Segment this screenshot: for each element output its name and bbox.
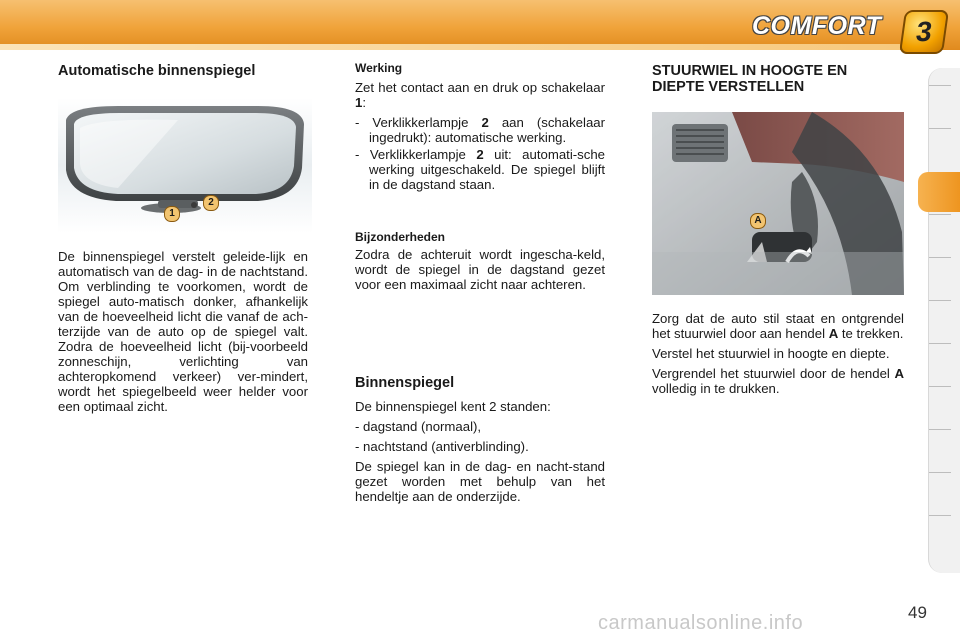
tab-divider	[929, 85, 951, 86]
lever-marker-a: A	[750, 213, 766, 229]
steering-column-image	[652, 112, 904, 295]
rear-view-mirror-image	[58, 98, 312, 233]
chapter-number-badge: 3	[899, 10, 949, 54]
tab-divider	[929, 343, 951, 344]
tab-divider	[929, 429, 951, 430]
middle-column-top	[355, 61, 605, 194]
left-column	[58, 63, 310, 79]
tab-divider	[929, 128, 951, 129]
middle-column-binnenspiegel	[355, 375, 605, 509]
active-chapter-tab[interactable]	[918, 172, 960, 212]
adjust-instruction: Verstel het stuurwiel in hoogte en diepte.	[652, 346, 890, 361]
tab-divider	[929, 515, 951, 516]
binnenspiegel-intro: De binnenspiegel kent 2 standen:	[355, 399, 551, 414]
mirror-description: De binnenspiegel verstelt geleide-lijk en automatisch van de dag- in de nachtstand. Om verblinding te voorkomen, wordt de spiegel auto-matisch donker, afhankelijk van de hoeveelheid licht die vanaf de ach-terzijde van de auto op de spiegel valt. Zodra de hoeveelheid licht (bij-voorbeeld zonneschijn, verlichting van achteropkomend verkeer) ver-mindert, wordt het spiegelbeeld weer helder voor een optimaal zicht.	[58, 249, 308, 414]
right-body	[652, 311, 904, 401]
tab-divider	[929, 214, 951, 215]
stand-day: - dagstand (normaal),	[355, 419, 482, 434]
right-column-heading	[652, 63, 902, 95]
tab-divider	[929, 300, 951, 301]
middle-column-bijzonderheden	[355, 230, 605, 297]
chapter-title: COMFORT	[752, 12, 882, 40]
tab-divider	[929, 257, 951, 258]
werking-item-off: - Verklikkerlampje 2 uit: automati-sche werking uitgeschakeld. De spiegel blijft in de dagstand staan.	[355, 147, 606, 192]
binnenspiegel-heading: Binnenspiegel	[355, 375, 455, 391]
chapter-tabs	[928, 68, 960, 573]
bijzonderheden-heading: Bijzonderheden	[355, 230, 446, 244]
binnenspiegel-text: De spiegel kan in de dag- en nacht-stand gezet worden met behulp van het hendeltje aan de onderzijde.	[355, 459, 605, 504]
bijzonderheden-text: Zodra de achteruit wordt ingescha-keld, wordt de spiegel in de dagstand gezet voor een maximaal zicht naar achteren.	[355, 247, 605, 292]
watermark: carmanualsonline.info	[598, 612, 804, 634]
werking-heading: Werking	[355, 61, 403, 75]
werking-intro: Zet het contact aan en druk op schakelaar 1:	[355, 80, 605, 110]
section-heading-mirror: Automatische binnenspiegel	[58, 63, 256, 79]
unlock-instruction: Zorg dat de auto stil staat en ontgrendel het stuurwiel door aan hendel A te trekken.	[652, 311, 904, 341]
steering-wheel-heading: STUURWIEL IN HOOGTE EN DIEPTE VERSTELLEN	[652, 63, 848, 95]
lock-instruction: Vergrendel het stuurwiel door de hendel A volledig in te drukken.	[652, 366, 904, 396]
mirror-indicator-marker-2: 2	[203, 195, 219, 211]
page-number: 49	[908, 603, 927, 622]
tab-divider	[929, 472, 951, 473]
tab-divider	[929, 386, 951, 387]
mirror-switch-marker-1: 1	[164, 206, 180, 222]
left-body	[58, 249, 308, 419]
header-ribbon	[0, 44, 900, 50]
werking-item-on: - Verklikkerlampje 2 aan (schakelaar ingedrukt): automatische werking.	[355, 115, 606, 145]
stand-night: - nachtstand (antiverblinding).	[355, 439, 529, 454]
